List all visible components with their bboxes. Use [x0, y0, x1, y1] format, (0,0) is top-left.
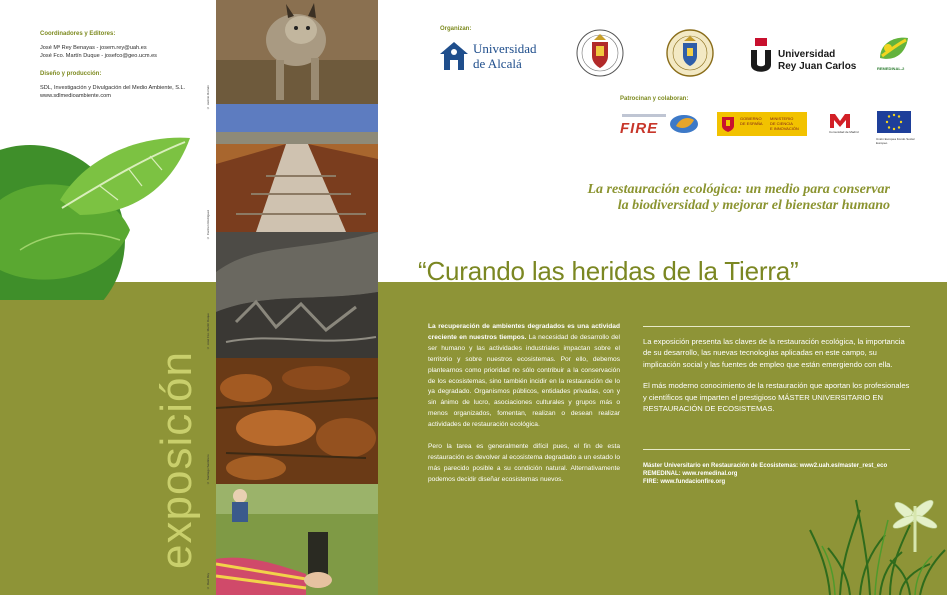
intro-text-column: [428, 322, 620, 497]
ministry-name-text: MINISTERIO DE CIENCIA E INNOVACIÓN: [770, 116, 799, 131]
green-leaf-illustration: [0, 130, 200, 300]
intro-lead: La recuperación de ambientes degradados es una actividad creciente en nuestros tiempos.: [428, 323, 620, 341]
urjc-logo-icon: [748, 38, 774, 74]
sponsors-label: Patrocinan y colaboran:: [620, 96, 689, 102]
urjc-logo-text: Universidad Rey Juan Carlos: [778, 49, 857, 72]
madrid-logo-text: Comunidad de Madrid: [829, 130, 859, 134]
photo-eroded-landscape: [216, 232, 378, 358]
fire-link[interactable]: FIRE: www.fundacionfire.org: [643, 479, 726, 486]
madrid-logo-icon: [828, 112, 852, 130]
remedinal-link[interactable]: REMEDINAL: www.remedinal.org: [643, 471, 738, 478]
organizers-label: Organizan:: [440, 26, 472, 32]
photo-planting-hands: [216, 484, 378, 595]
university-seal-2-icon: [665, 28, 715, 78]
photo-caption-5: © Raúl Rey: [206, 572, 210, 590]
spain-shield-icon: [720, 115, 736, 133]
top-divider: [643, 326, 910, 327]
vertical-title-text: exposición: [152, 351, 201, 569]
intro-paragraph-2: Pero la tarea es generalmente difícil pues, el fin de esta restauración es devolver al ecosistema degradado a un estado lo más parecido posible a su condición natural. Alternativamente podemos decidir diseñar ecosistemas nuevos.: [428, 443, 620, 483]
ministry-logo-text: GOBIERNO DE ESPAÑA: [740, 116, 763, 126]
vertical-exposition-title: [142, 330, 201, 580]
main-title: “Curando las heridas de la Tierra”: [418, 256, 799, 286]
eu-flag: [877, 111, 911, 133]
fire-logo-text: FIRE: [620, 120, 659, 137]
coordinators-heading: Coordinadores y Editores:: [40, 31, 116, 37]
exhibition-paragraph-2: El más moderno conocimiento de la restauración que aportan los profesionales y científicos que imparten el prestigioso MÁSTER UNIVERSITARIO EN RESTAURACIÓN DE ECOSISTEMAS.: [643, 381, 910, 414]
dragonfly-icon: [888, 496, 943, 556]
remedinal-logo-text: REMEDINAL-2: [877, 66, 905, 71]
intro-paragraph-1-text: La necesidad de desarrollo del ser humano y las actividades industriales impactan sobre el territorio y sobre nuestros ecosistemas. Por ello, debemos plantearnos como prioridad no sólo contribuir a la conservación de los ecosistemas, sino también incidir en la restauración de lo ya degradado. Organismos públicos, entidades privadas, con y sin ánimo de lucro, asociaciones culturales y grupos más o menos organizados, fomentan, realizan o desean realizar actividades de restauración ecológica.: [428, 333, 621, 429]
photo-lynx: [216, 0, 378, 104]
eu-stars-icon: [877, 111, 911, 133]
photo-caption-2: © Carmen Rodríguez: [206, 209, 210, 240]
photo-caption-4: © Santiago Sardinero: [206, 454, 210, 485]
master-link[interactable]: Máster Universitario en Restauración de Ecosistemas: www2.uah.es/master_rest_eco: [643, 463, 888, 469]
links-block: [643, 462, 933, 487]
coordinator-2: José Fco. Martín Duque - josefco@geo.ucm.es: [40, 53, 157, 59]
exhibition-description: [643, 336, 913, 424]
subtitle: La restauración ecológica: un medio para conservar la biodiversidad y mejorar el bienestar humano: [587, 182, 890, 213]
uah-logo-text: Universidad de Alcalá: [473, 41, 537, 71]
coordinator-1: José Mª Rey Benayas - josem.rey@uah.es: [40, 45, 147, 51]
photo-leaf-litter: [216, 358, 378, 484]
producer-website: www.sdlmedioambiente.com: [40, 93, 111, 99]
photo-caption-3: © José Fco. Martín Duque: [206, 313, 210, 350]
eu-logo-text: Unión Europea Fondo Social Europeo: [876, 137, 915, 145]
photo-caption-1: © Jacinto Román: [206, 85, 210, 110]
photo-wooden-walkway: [216, 104, 378, 232]
exhibition-paragraph-1: La exposición presenta las claves de la restauración ecológica, la importancia de su desarrollo, las nuevas tecnologías aplicadas en este campo, su implicación social y las fuentes de empleo que están emergiendo con ella.: [643, 337, 905, 369]
design-heading: Diseño y producción:: [40, 71, 102, 77]
photo-strip: [216, 0, 378, 595]
intro-paragraph-1: [428, 322, 620, 431]
producer-name: SDL, Investigación y Divulgación del Medio Ambiente, S.L.: [40, 85, 186, 91]
remedinal-logo-icon: [876, 34, 912, 66]
bottom-divider: [643, 449, 910, 450]
credits-block: [40, 30, 215, 100]
university-seal-1-icon: [575, 28, 625, 78]
uah-logo-icon: [438, 40, 470, 72]
